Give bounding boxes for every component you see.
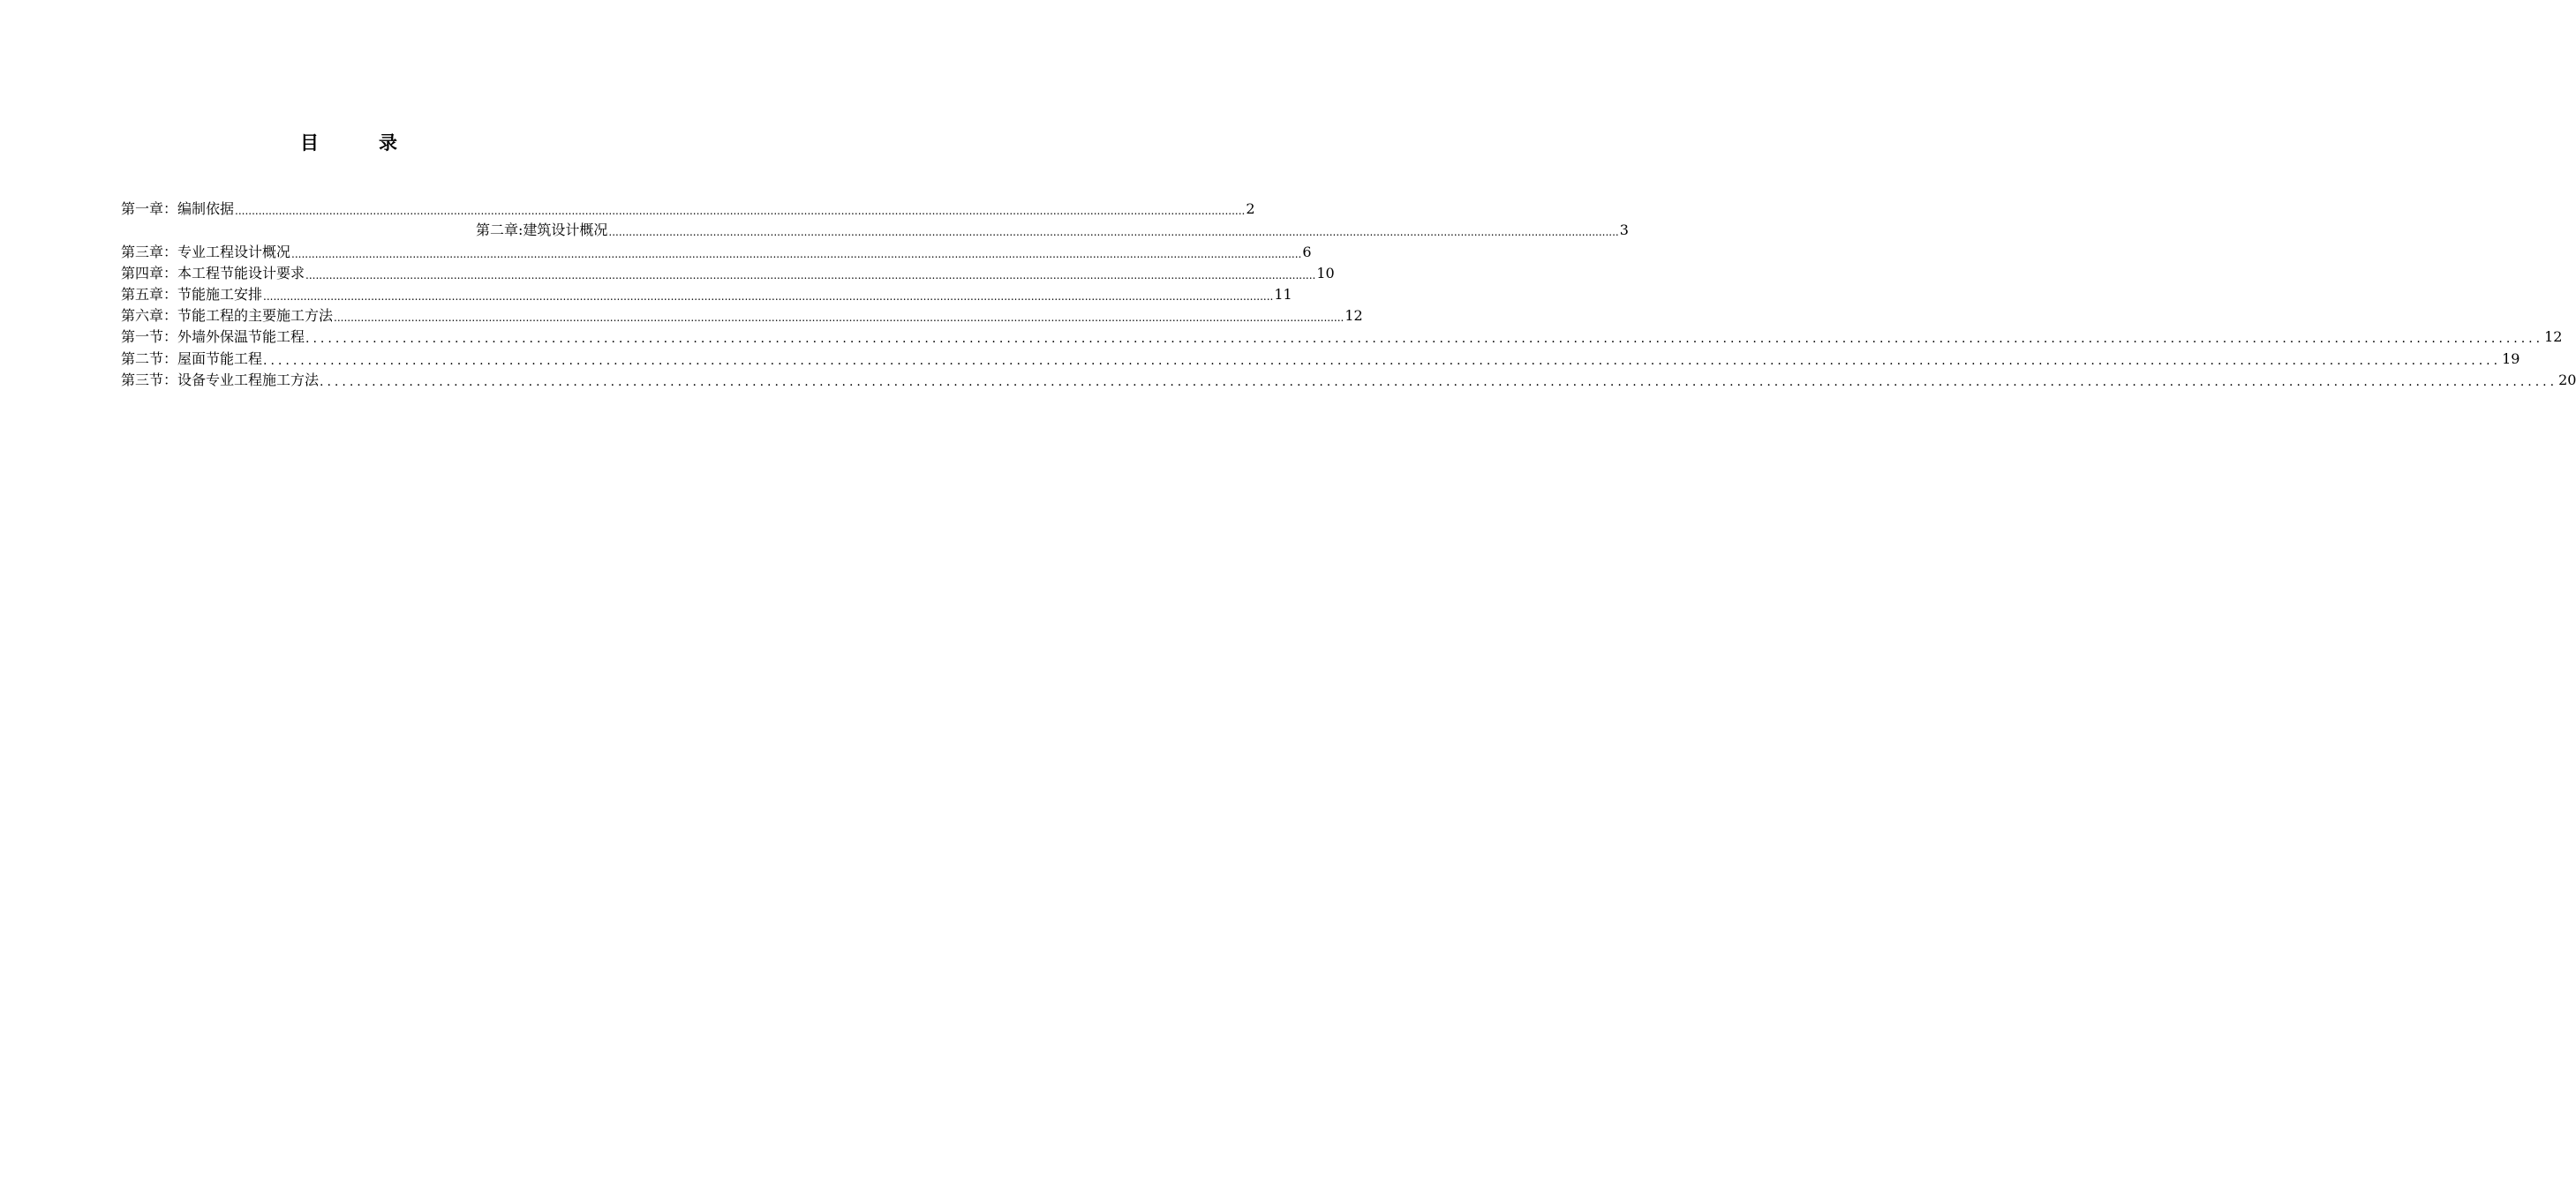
toc-entry-text: 第二节：屋面节能工程 [121,349,263,367]
toc-entry-page: 20 [2558,371,2576,388]
toc-entry-page: 19 [2502,349,2520,367]
toc-entry[interactable] [121,347,2520,368]
toc-entry[interactable] [121,240,1312,261]
toc-entry-text: 第一节：外墙外保温节能工程 [121,328,305,346]
toc-entry-page: 6 [1302,243,1312,260]
toc-entry[interactable] [121,262,1335,283]
toc-leader: ............................................................................................................................................................................................................................................................................................................ [608,226,1619,239]
toc-entry-page: 12 [2544,328,2563,346]
toc-entry-page: 11 [1274,285,1292,303]
toc-entry-text: 第二章:建筑设计概况 [476,221,608,239]
toc-title-char-1: 目 [300,132,319,154]
toc-entry-text: 第三节：设备专业工程施工方法 [121,371,320,388]
toc-leader: ............................................................................................................................................................................................................................................................................................................ [320,374,2558,389]
toc-entry-text: 第五章：节能施工安排 [121,285,263,303]
toc-entry-text: 第六章：节能工程的主要施工方法 [121,307,334,325]
toc-entry[interactable] [121,304,1363,326]
toc-entry[interactable] [476,219,1629,240]
toc-entry[interactable] [121,326,2563,347]
toc-leader: ............................................................................................................................................................................................................................................................................................................ [305,268,1316,281]
toc-leader: ............................................................................................................................................................................................................................................................................................................ [263,289,1274,303]
toc-title [300,131,397,155]
toc-leader: ............................................................................................................................................................................................................................................................................................................ [291,247,1302,260]
toc-list [121,198,2576,390]
toc-leader: ............................................................................................................................................................................................................................................................................................................ [235,205,1246,218]
toc-entry-page: 3 [1619,221,1629,239]
toc-leader: ............................................................................................................................................................................................................................................................................................................ [263,353,2502,368]
toc-entry-text: 第三章：专业工程设计概况 [121,243,291,260]
toc-entry[interactable] [121,283,1292,304]
toc-entry-page: 2 [1246,200,1255,218]
toc-entry[interactable] [121,369,2576,390]
toc-entry-page: 12 [1344,307,1363,325]
toc-entry-page: 10 [1316,264,1335,281]
toc-entry[interactable] [121,198,1255,219]
toc-title-char-2: 录 [379,132,397,154]
toc-entry-text: 第四章：本工程节能设计要求 [121,264,305,281]
toc-leader: ............................................................................................................................................................................................................................................................................................................ [305,332,2544,347]
toc-leader: ............................................................................................................................................................................................................................................................................................................ [334,312,1344,325]
toc-entry-text: 第一章：编制依据 [121,200,235,218]
